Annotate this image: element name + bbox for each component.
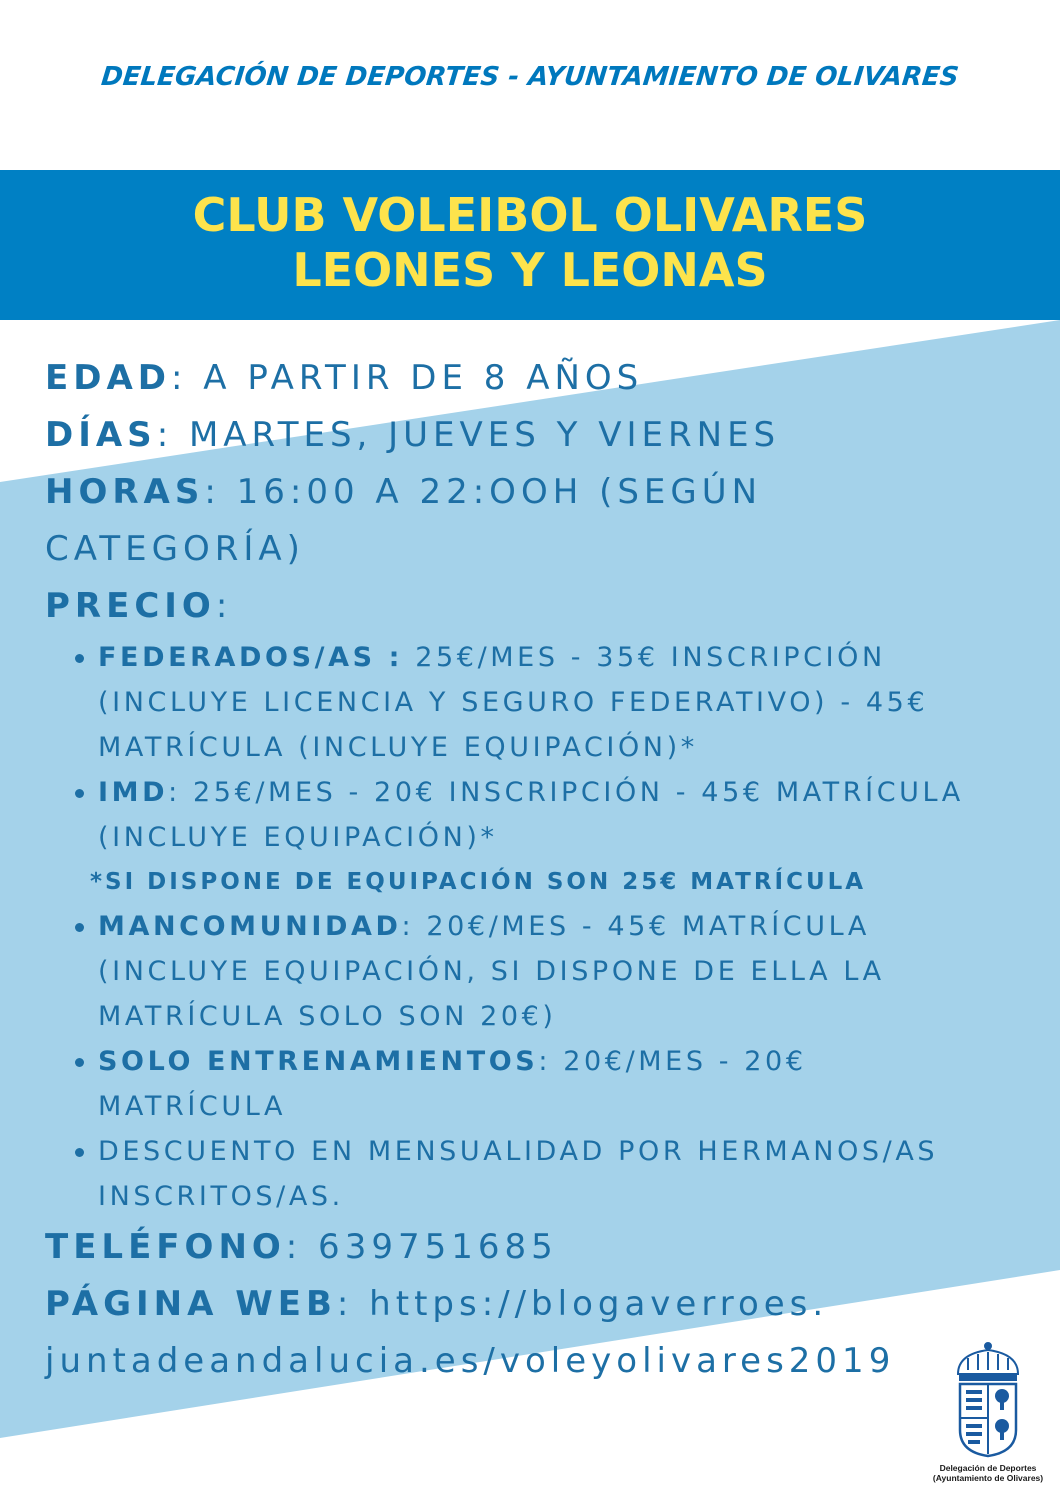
horas-label: HORAS	[45, 472, 205, 512]
edad-line	[45, 350, 1005, 407]
coat-of-arms-icon	[948, 1340, 1028, 1458]
price-label: IMD	[98, 777, 169, 808]
horas-value: : 16:00 A 22:OOH (SEGÚN CATEGORÍA)	[45, 472, 763, 569]
web-url-line-2: juntadeandalucia.es/voleyolivares2019	[45, 1341, 896, 1381]
dias-value: : MARTES, JUEVES Y VIERNES	[156, 415, 781, 455]
edad-label: EDAD	[45, 358, 171, 398]
telefono-label: TELÉFONO	[45, 1227, 286, 1267]
dias-line	[45, 407, 1005, 464]
price-text: 25€/MES - 35€ INSCRIPCIÓN (INCLUYE LICENCIA Y SEGURO FEDERATIVO) - 45€ MATRÍCULA (INCLUYE EQUIPACIÓN)*	[98, 642, 929, 763]
price-label: SOLO ENTRENAMIENTOS	[98, 1046, 539, 1077]
list-item-federados	[45, 635, 1005, 770]
list-item-solo-entrenamientos	[45, 1039, 1005, 1129]
price-text: : 25€/MES - 20€ INSCRIPCIÓN - 45€ MATRÍCULA (INCLUYE EQUIPACIÓN)*	[98, 777, 964, 853]
precio-suffix: :	[215, 586, 233, 626]
list-item-mancomunidad	[45, 904, 1005, 1039]
list-item-imd	[45, 770, 1005, 860]
telefono-line	[45, 1219, 1005, 1276]
telefono-value: : 639751685	[285, 1227, 558, 1267]
web-value: : https://blogaverroes.	[336, 1284, 829, 1324]
price-label: MANCOMUNIDAD	[98, 911, 402, 942]
crest-caption-line-2: (Ayuntamiento de Olivares)	[932, 1473, 1044, 1483]
header-text: DELEGACIÓN DE DEPORTES - AYUNTAMIENTO DE OLIVARES	[99, 62, 961, 92]
page-title	[0, 188, 1060, 298]
precio-line	[45, 578, 1005, 635]
info-content	[45, 350, 1005, 1390]
price-list-2	[45, 904, 1005, 1219]
crest-caption	[920, 1463, 1056, 1483]
web-label: PÁGINA WEB	[45, 1284, 337, 1324]
dias-label: DÍAS	[45, 415, 157, 455]
price-text: : 20€/MES - 45€ MATRÍCULA (INCLUYE EQUIPACIÓN, SI DISPONE DE ELLA LA MATRÍCULA SOLO SON 20€)	[98, 911, 885, 1032]
price-label: FEDERADOS/AS :	[98, 642, 404, 673]
crest-caption-line-1: Delegación de Deportes	[939, 1463, 1037, 1473]
price-list	[45, 635, 1005, 860]
list-item-descuento	[45, 1129, 1005, 1219]
edad-value: : A PARTIR DE 8 AÑOS	[170, 358, 644, 398]
web-line	[45, 1276, 1005, 1333]
equipment-note: *SI DISPONE DE EQUIPACIÓN SON 25€ MATRÍCULA	[90, 869, 867, 895]
price-text: DESCUENTO EN MENSUALIDAD POR HERMANOS/AS INSCRITOS/AS.	[98, 1136, 939, 1212]
price-text: : 20€/MES - 20€ MATRÍCULA	[98, 1046, 807, 1122]
title-line-1: CLUB VOLEIBOL OLIVARES	[192, 188, 868, 242]
title-line-2: LEONES Y LEONAS	[292, 243, 768, 297]
precio-label: PRECIO	[45, 586, 216, 626]
horas-line	[45, 464, 1005, 578]
